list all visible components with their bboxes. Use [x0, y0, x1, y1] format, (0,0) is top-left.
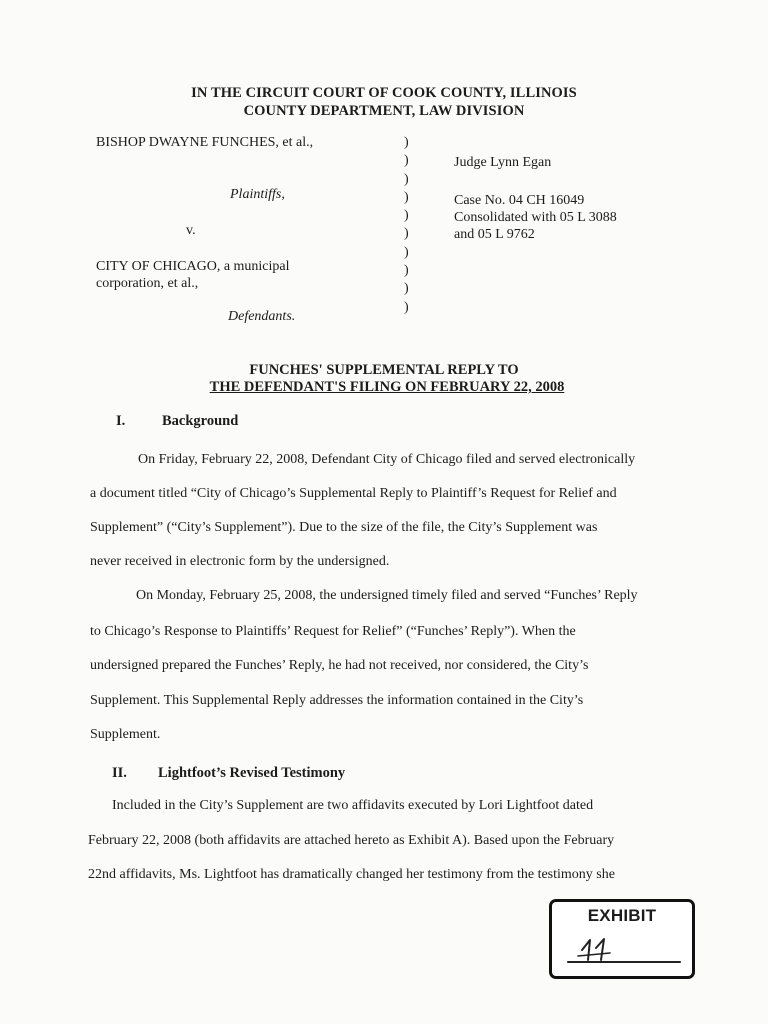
document-title [0, 362, 768, 396]
section-number: II. [112, 765, 127, 781]
exhibit-stamp-label: EXHIBIT [587, 906, 657, 925]
document-title-line2: THE DEFENDANT'S FILING ON FEBRUARY 22, 2008 [209, 379, 565, 395]
section-title: Lightfoot’s Revised Testimony [158, 765, 346, 781]
caption-paren: ) [404, 153, 409, 169]
paragraph-line: a document titled “City of Chicago’s Supplemental Reply to Plaintiff’s Request for Relief and [90, 486, 617, 501]
paragraph-line: Included in the City’s Supplement are two affidavits executed by Lori Lightfoot dated [112, 798, 594, 813]
document-title-line1: FUNCHES' SUPPLEMENTAL REPLY TO [249, 362, 519, 378]
caption-paren: ) [404, 299, 409, 315]
consolidated-cases-line1: Consolidated with 05 L 3088 [454, 210, 617, 225]
defendant-name [96, 258, 326, 292]
caption-paren: ) [404, 281, 409, 297]
defendant-name-line1: CITY OF CHICAGO, a municipal [96, 259, 290, 274]
plaintiff-name: BISHOP DWAYNE FUNCHES, et al., [96, 135, 314, 150]
section-number: I. [116, 413, 126, 429]
paragraph-line: 22nd affidavits, Ms. Lightfoot has dramatically changed her testimony from the testimony she [88, 867, 615, 882]
exhibit-number-handwriting [564, 926, 684, 970]
paragraph-line: never received in electronic form by the undersigned. [90, 554, 390, 569]
consolidated-cases-line2: and 05 L 9762 [454, 227, 535, 242]
paragraph-line: undersigned prepared the Funches’ Reply, he had not received, nor considered, the City’s [90, 658, 589, 673]
caption-paren: ) [404, 135, 409, 150]
paragraph-line: February 22, 2008 (both affidavits are attached hereto as Exhibit A). Based upon the February [88, 833, 615, 848]
court-heading [0, 84, 768, 120]
court-heading-line2: COUNTY DEPARTMENT, LAW DIVISION [243, 103, 525, 119]
paragraph-line: On Friday, February 22, 2008, Defendant City of Chicago filed and served electronically [138, 452, 636, 467]
caption-paren: ) [404, 226, 409, 242]
court-heading-line1: IN THE CIRCUIT COURT OF COOK COUNTY, ILLINOIS [191, 85, 577, 101]
paragraph-line: On Monday, February 25, 2008, the undersigned timely filed and served “Funches’ Reply [136, 588, 638, 603]
caption-paren: ) [404, 189, 409, 205]
caption-divider [404, 134, 409, 317]
section-title: Background [162, 413, 239, 429]
paragraph-line: Supplement. [90, 727, 161, 742]
paragraph-line: to Chicago’s Response to Plaintiffs’ Request for Relief” (“Funches’ Reply”). When the [90, 624, 576, 639]
judge-name: Judge Lynn Egan [454, 155, 552, 170]
caption-paren: ) [404, 171, 409, 187]
defendant-name-line2: corporation, et al., [96, 276, 199, 291]
paragraph-line: Supplement. This Supplemental Reply addresses the information contained in the City’s [90, 693, 584, 708]
versus-label: v. [186, 223, 196, 238]
caption-paren: ) [404, 208, 409, 224]
case-number: Case No. 04 CH 16049 [454, 193, 585, 208]
exhibit-stamp [549, 899, 695, 979]
caption-paren: ) [404, 263, 409, 279]
caption-paren: ) [404, 244, 409, 260]
paragraph-line: Supplement” (“City’s Supplement”). Due to the size of the file, the City’s Supplement was [90, 520, 598, 535]
plaintiffs-label: Plaintiffs, [230, 187, 285, 202]
defendants-label: Defendants. [228, 309, 296, 324]
